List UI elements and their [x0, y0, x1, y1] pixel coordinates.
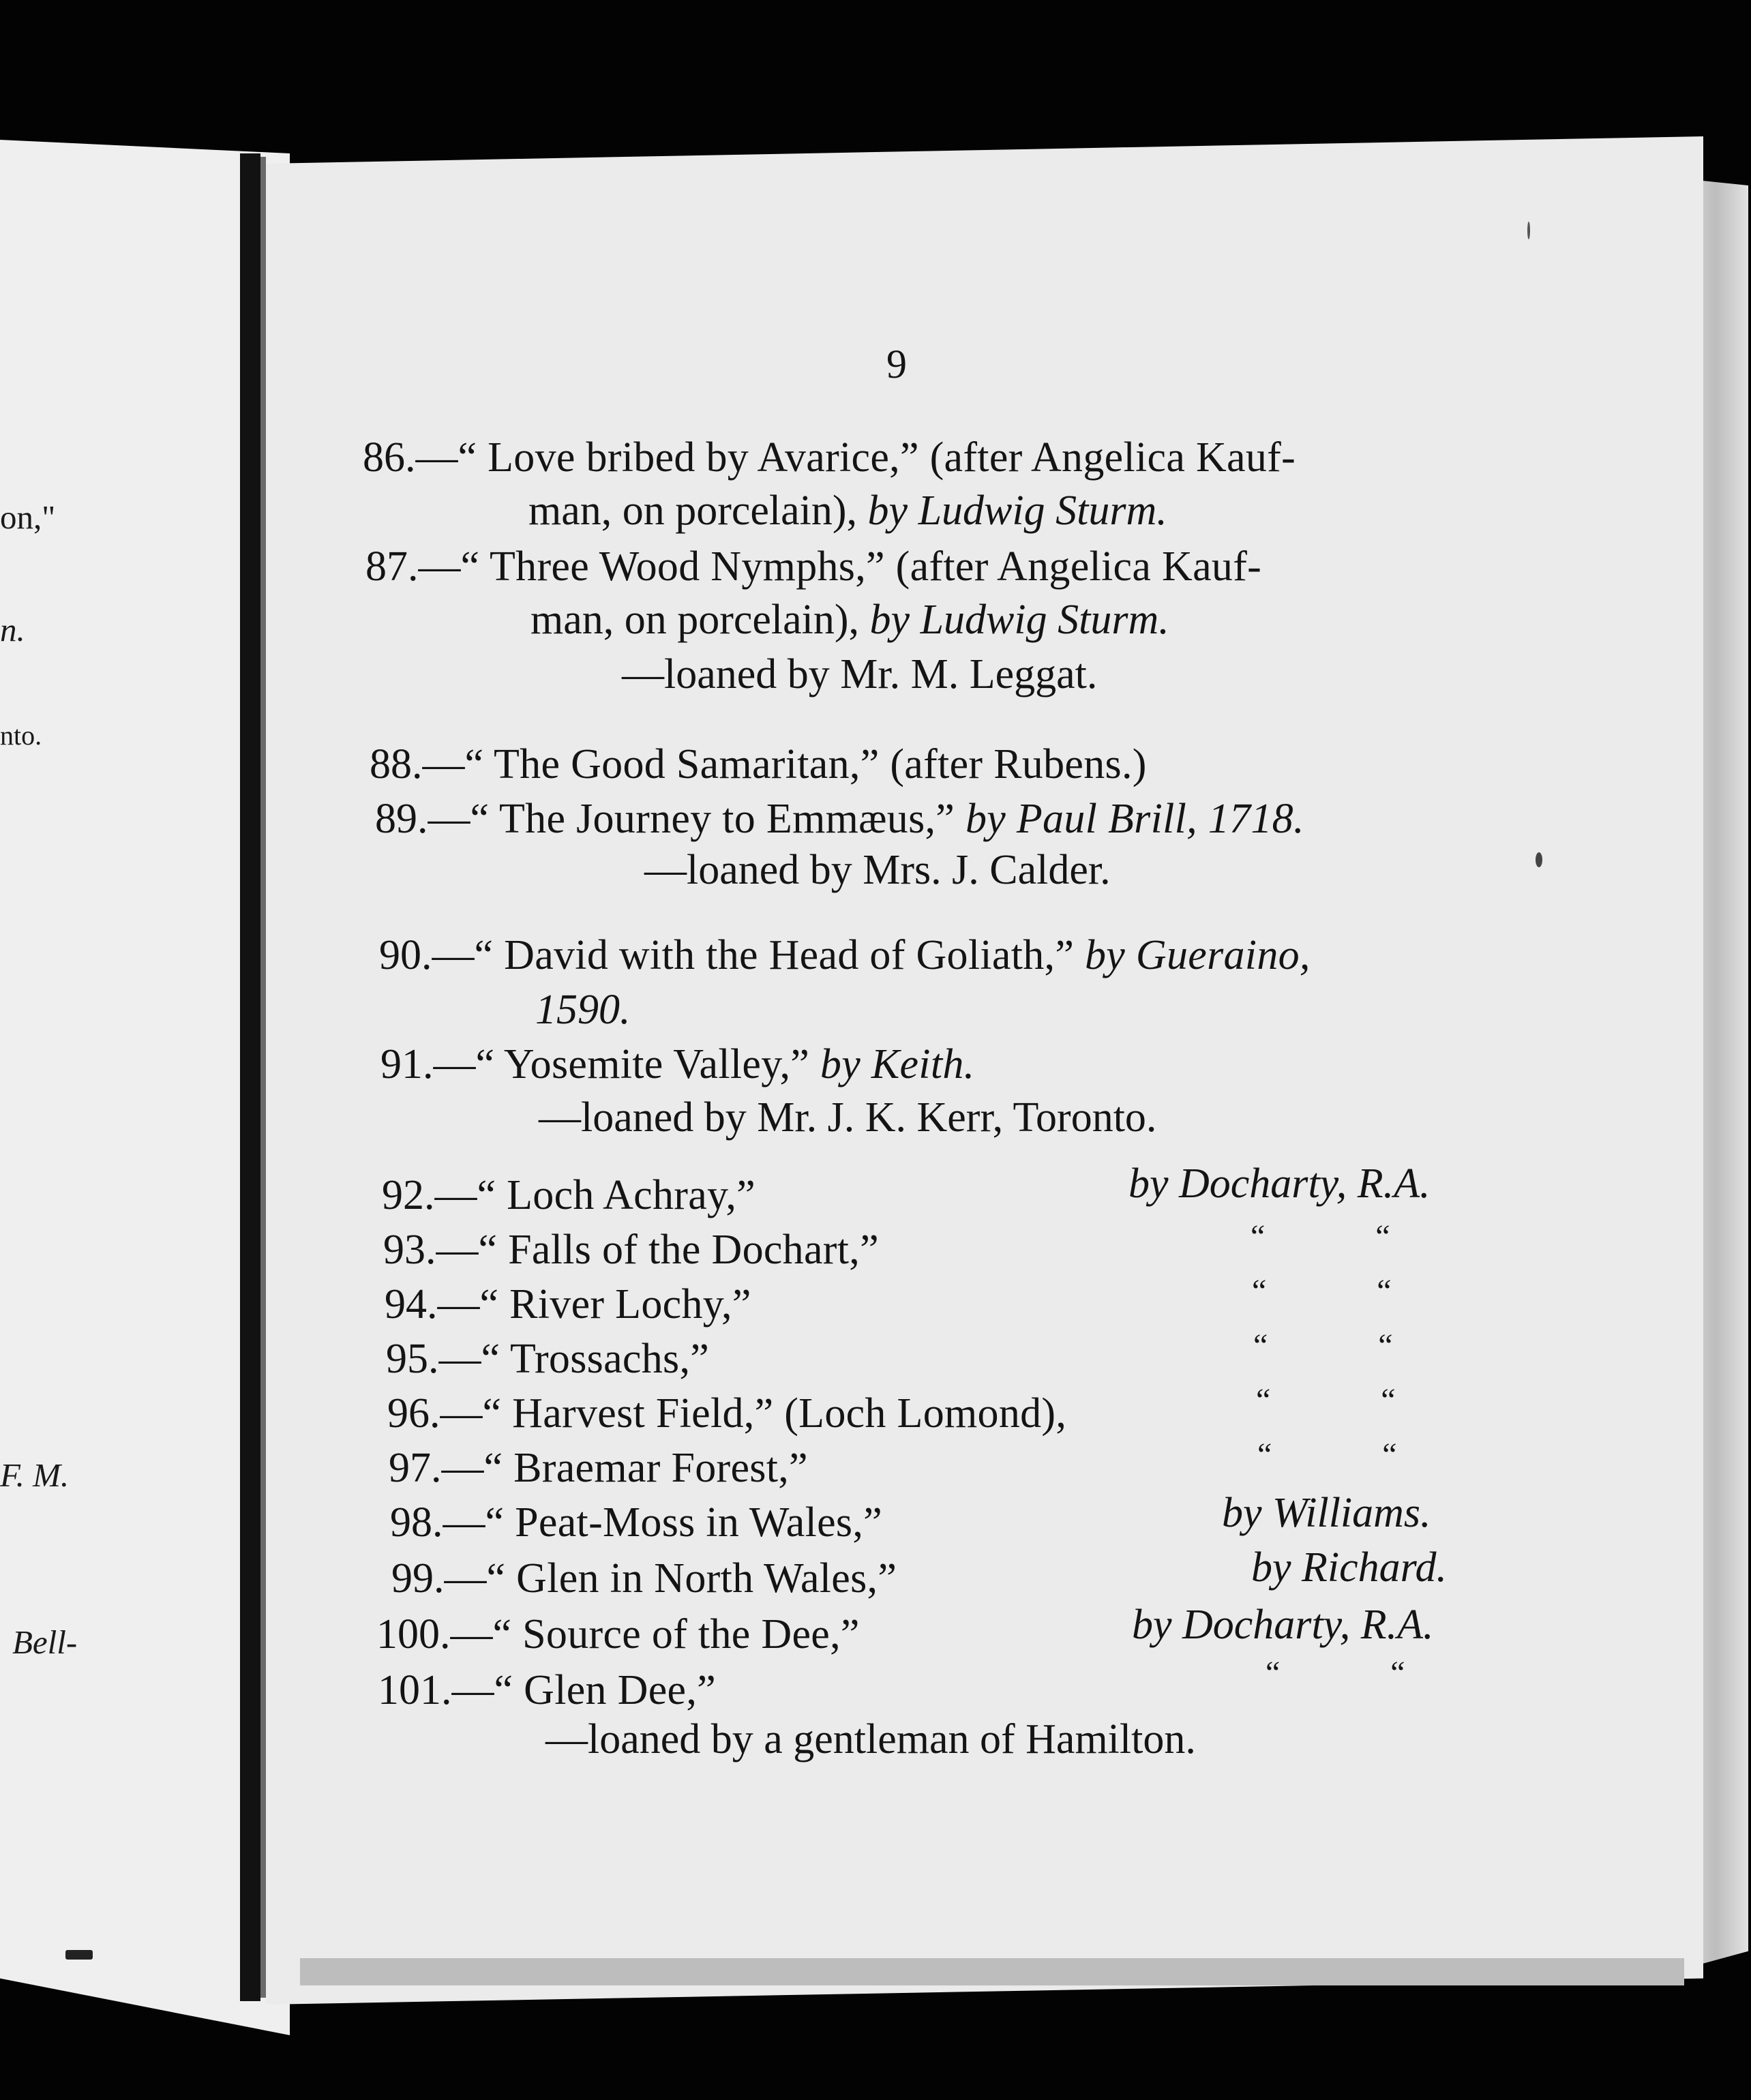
spine-edge — [260, 157, 266, 1998]
entry-number: 95.— — [386, 1336, 481, 1382]
entry-title: “ Trossachs,” — [481, 1336, 710, 1382]
entry-number: 100.— — [376, 1611, 493, 1657]
entry-attribution: by Docharty, R.A. — [1128, 1160, 1431, 1207]
entry-title: “ Love bribed by Avarice,” (after Angelica Kauf- — [458, 434, 1296, 481]
catalog-entry-91 — [380, 1041, 975, 1088]
entry-title: “ Glen Dee,” — [494, 1667, 716, 1713]
entry-attribution: by Paul Brill, 1718. — [965, 796, 1304, 842]
entry-number: 93.— — [383, 1227, 479, 1273]
entry-title: “ The Journey to Emmæus,” — [470, 796, 955, 842]
entry-number: 87.— — [365, 543, 461, 590]
ink-speck — [65, 1950, 93, 1960]
catalog-entry-93 — [383, 1229, 879, 1271]
catalog-entry-86 — [363, 436, 1296, 479]
entry-title: “ Braemar Forest,” — [483, 1445, 808, 1491]
catalog-entry-96 — [387, 1392, 1066, 1435]
entry-title: “ David with the Head of Goliath,” — [474, 932, 1075, 978]
entry-number: 97.— — [389, 1445, 484, 1491]
entry-title: “ Harvest Field,” (Loch Lomond), — [482, 1390, 1067, 1437]
entry-title: “ Yosemite Valley,” — [475, 1041, 810, 1088]
page-bottom-edge — [300, 1958, 1684, 1985]
entry-number: 91.— — [380, 1041, 476, 1088]
entry-number: 89.— — [375, 796, 470, 842]
left-fragment: nto. — [0, 720, 42, 751]
ink-speck — [1527, 222, 1530, 239]
entry-continuation — [530, 599, 1169, 641]
catalog-entry-88 — [370, 743, 1147, 785]
entry-title: “ Falls of the Dochart,” — [478, 1227, 879, 1273]
entry-title-cont: man, on porcelain), — [528, 487, 858, 534]
entry-continuation — [528, 487, 1167, 534]
catalog-entry-99 — [391, 1557, 897, 1600]
loan-credit: —loaned by Mr. M. Leggat. — [622, 651, 1098, 698]
entry-attribution: by Ludwig Sturm. — [869, 597, 1169, 643]
loan-credit: —loaned by Mr. J. K. Kerr, Toronto. — [539, 1094, 1157, 1141]
ditto-mark: “ “ — [1257, 1437, 1397, 1473]
entry-attribution: by Williams. — [1222, 1490, 1431, 1536]
ditto-mark: “ “ — [1252, 1273, 1392, 1309]
entry-title: “ The Good Samaritan,” (after Rubens.) — [464, 741, 1147, 787]
page-number: 9 — [886, 342, 907, 387]
catalog-entry-90 — [379, 934, 1311, 976]
entry-attribution: by Keith. — [820, 1041, 975, 1088]
catalog-entry-98 — [390, 1501, 882, 1544]
entry-title: “ Loch Achray,” — [477, 1172, 755, 1218]
entry-number: 98.— — [390, 1499, 485, 1546]
entry-number: 88.— — [370, 741, 465, 787]
entry-number: 101.— — [378, 1667, 494, 1713]
entry-attribution: by Richard. — [1251, 1544, 1447, 1591]
entry-title-cont: man, on porcelain), — [530, 597, 860, 643]
book-spine — [240, 153, 260, 2001]
loan-credit: —loaned by a gentleman of Hamilton. — [545, 1716, 1196, 1762]
entry-title: “ River Lochy,” — [479, 1281, 751, 1328]
catalog-entry-95 — [386, 1338, 709, 1380]
catalog-entry-97 — [389, 1447, 808, 1489]
catalog-entry-87 — [365, 545, 1261, 588]
entry-number: 90.— — [379, 932, 475, 978]
catalog-entry-89 — [375, 798, 1304, 840]
left-fragment: F. M. — [0, 1456, 70, 1494]
entry-number: 94.— — [385, 1281, 480, 1328]
entry-continuation — [535, 989, 631, 1031]
left-fragment: on," — [0, 498, 56, 536]
left-fragment: n. — [0, 611, 25, 648]
entry-number: 96.— — [387, 1390, 483, 1437]
ditto-mark: “ “ — [1256, 1382, 1396, 1418]
catalog-entry-101 — [378, 1669, 716, 1711]
entry-date: 1590. — [535, 987, 631, 1033]
entry-title: “ Peat-Moss in Wales,” — [485, 1499, 882, 1546]
catalog-entry-92 — [382, 1174, 755, 1216]
entry-attribution: by Docharty, R.A. — [1132, 1602, 1434, 1648]
ditto-mark: “ “ — [1266, 1655, 1405, 1691]
entry-attribution: by Gueraino, — [1084, 932, 1311, 978]
ditto-mark: “ “ — [1251, 1218, 1390, 1255]
entry-attribution: by Ludwig Sturm. — [867, 487, 1167, 534]
ink-speck — [1536, 852, 1542, 867]
entry-title: “ Three Wood Nymphs,” (after Angelica Kauf- — [460, 543, 1262, 590]
entry-number: 92.— — [382, 1172, 477, 1218]
entry-number: 86.— — [363, 434, 458, 481]
entry-title: “ Glen in North Wales,” — [486, 1555, 897, 1602]
catalog-entry-94 — [385, 1281, 751, 1328]
left-fragment: Bell- — [12, 1623, 78, 1661]
loan-credit: —loaned by Mrs. J. Calder. — [644, 847, 1111, 893]
ditto-mark: “ “ — [1253, 1328, 1393, 1364]
entry-number: 99.— — [391, 1555, 487, 1602]
catalog-entry-100 — [376, 1613, 860, 1655]
entry-title: “ Source of the Dee,” — [492, 1611, 860, 1657]
